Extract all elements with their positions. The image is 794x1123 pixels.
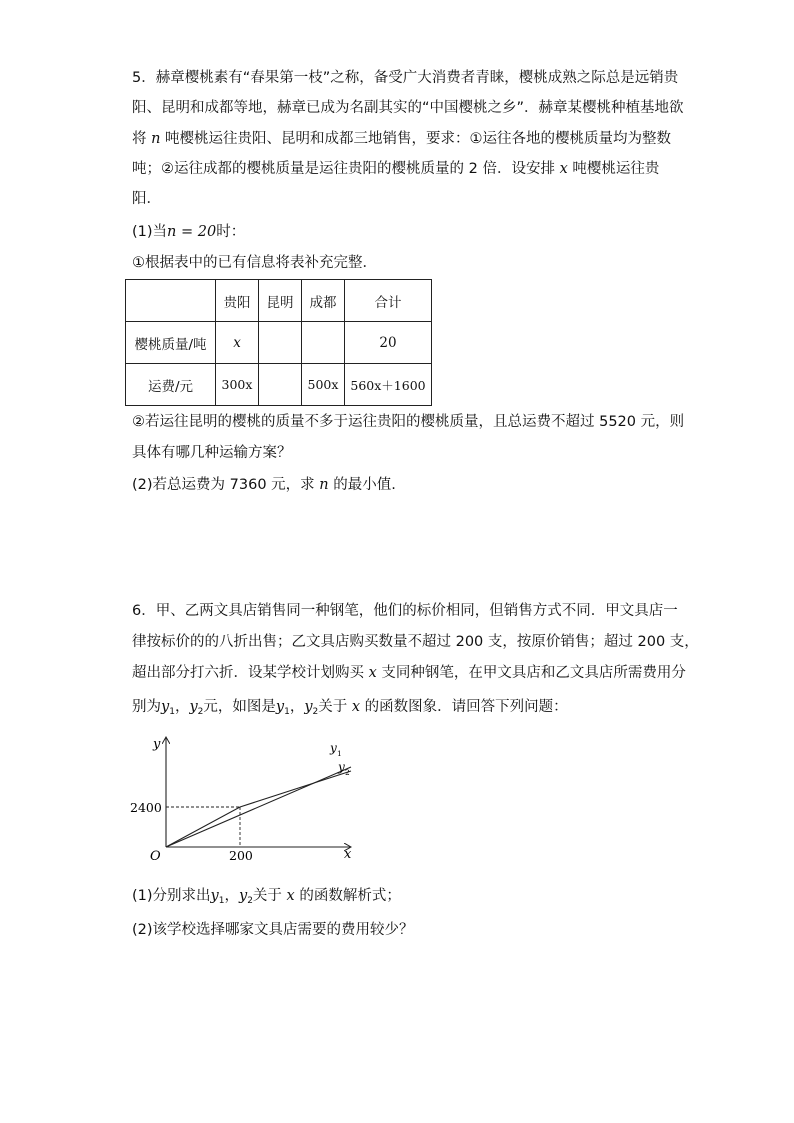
q5-line-3: 将 n 吨樱桃运往贵阳、昆明和成都三地销售，要求：①运往各地的樱桃质量均为整数: [132, 131, 672, 147]
q6-question-2: (2)该学校选择哪家文具店需要的费用较少？: [132, 922, 414, 938]
table-cell: x: [216, 322, 259, 364]
q6-line-2: 律按标价的的八折出售；乙文具店购买数量不超过 200 支，按原价销售；超过 200 支，: [132, 634, 699, 650]
q5-part-2: (2)若总运费为 7360 元，求 n 的最小值.: [132, 477, 396, 493]
q5-line-4: 吨；②运往成都的樱桃质量是运往贵阳的樱桃质量的 2 倍．设安排 x 吨樱桃运往贵: [132, 161, 660, 177]
q6-line-3: 超出部分打六折．设某学校计划购买 x 支同种钢笔，在甲文具店和乙文具店所需费用分: [132, 665, 686, 681]
table-cell: 20: [345, 322, 432, 364]
table-header-row: [126, 280, 432, 322]
x-axis-label: x: [344, 847, 352, 862]
series-label-y1-sub: 1: [337, 749, 342, 758]
series-line-y2: [166, 771, 351, 847]
table-cell: [126, 280, 216, 322]
table-header-guiyang: 贵阳: [216, 280, 259, 322]
table-row: [126, 322, 432, 364]
table-cell: 560x＋1600: [345, 364, 432, 406]
table-cell: [302, 322, 345, 364]
origin-label: O: [150, 849, 161, 864]
function-graph: [130, 732, 370, 867]
table-cell: 300x: [216, 364, 259, 406]
q5-sub-1: ①根据表中的已有信息将表补充完整．: [132, 255, 377, 271]
series-label-y2-letter: y: [338, 760, 345, 774]
q6-question-1: (1)分别求出$y_1$，$y_2$关于 x 的函数解析式；: [132, 888, 401, 906]
series-label-y1-letter: y: [330, 741, 337, 755]
table-cell: [259, 322, 302, 364]
q5-line-5: 阳．: [132, 191, 161, 207]
table-header-total: 合计: [345, 280, 432, 322]
cherry-table: [125, 279, 432, 406]
q5-sub-2-line-1: ②若运往昆明的樱桃的质量不多于运往贵阳的樱桃质量，且总运费不超过 5520 元，则: [132, 414, 685, 430]
q6-line-1: 6．甲、乙两文具店销售同一种钢笔，他们的标价相同，但销售方式不同．甲文具店一: [132, 603, 678, 619]
series-label-y2-sub: 2: [345, 768, 350, 777]
q6-line-4: 别为$y_1$，$y_2$元，如图是$y_1$，$y_2$关于 x 的函数图象．请回答下列问题：: [132, 699, 568, 717]
y-tick-label: 2400: [130, 800, 162, 815]
series-label-y1: [329, 741, 342, 758]
table-cell: 500x: [302, 364, 345, 406]
x-tick-label: 200: [229, 848, 253, 863]
table-row-label: 运费/元: [126, 364, 216, 406]
q5-line-1: 5．赫章樱桃素有“春果第一枝”之称，备受广大消费者青睐，樱桃成熟之际总是远销贵: [132, 70, 679, 86]
table-header-chengdu: 成都: [302, 280, 345, 322]
table-row: [126, 364, 432, 406]
table-row-label: 樱桃质量/吨: [126, 322, 216, 364]
q5-sub-2-line-2: 具体有哪几种运输方案？: [132, 445, 292, 461]
y-axis-label: y: [153, 737, 161, 752]
table-cell: [259, 364, 302, 406]
table-header-kunming: 昆明: [259, 280, 302, 322]
q5-line-2: 阳、昆明和成都等地，赫章已成为名副其实的“中国樱桃之乡”．赫章某樱桃种植基地欲: [132, 100, 684, 116]
q5-part-1: (1)当n = 20时：: [132, 224, 246, 240]
